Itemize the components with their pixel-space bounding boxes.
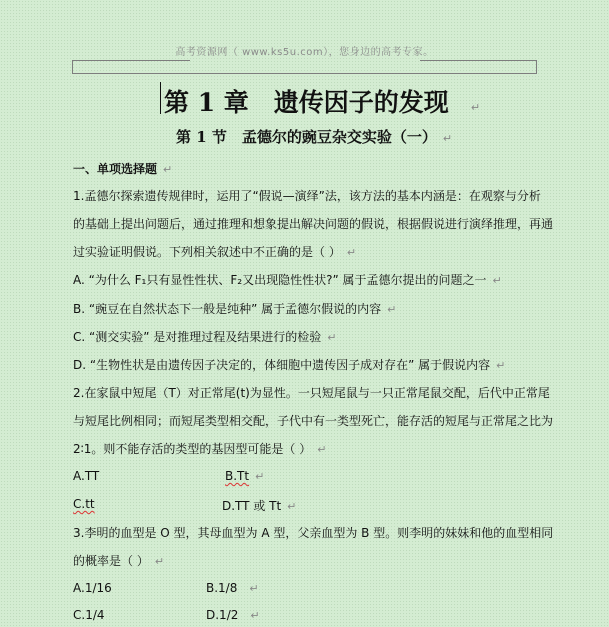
option-line	[73, 356, 505, 373]
paragraph-mark-icon: ↵	[387, 303, 397, 316]
body-line-text: 2.在家鼠中短尾（T）对正常尾(t)为显性。一只短尾鼠与一只正常尾鼠交配，后代中正常尾	[73, 386, 550, 400]
paragraph-mark-icon: ↵	[317, 443, 327, 456]
body-line	[73, 552, 164, 569]
option-line	[206, 608, 260, 622]
paragraph-mark-icon: ↵	[496, 359, 506, 372]
paragraph-mark-icon: ↵	[255, 470, 265, 483]
section-title-text: 第 1 节 孟德尔的豌豆杂交实验（一）	[176, 128, 437, 146]
header-line-left	[72, 60, 190, 61]
header-line-right	[420, 60, 537, 61]
option-line	[73, 497, 95, 511]
body-line	[73, 215, 553, 232]
paragraph-mark-icon: ↵	[154, 555, 165, 568]
paragraph-mark-icon: ↵	[249, 582, 259, 595]
option-line	[206, 581, 259, 595]
body-line	[73, 524, 553, 541]
option-c: C.1/4	[73, 608, 105, 622]
chapter-title	[164, 83, 480, 119]
body-line	[73, 412, 553, 429]
body-line	[73, 187, 541, 204]
option-b: B.Tt	[225, 469, 250, 483]
body-line-text: 过实验证明假说。下列相关叙述中不正确的是（ ）	[73, 245, 341, 259]
option-line	[222, 497, 296, 514]
body-line	[73, 243, 356, 260]
paragraph-mark-icon: ↵	[287, 500, 297, 513]
part-heading-text: 一、单项选择题	[73, 162, 158, 176]
paragraph-mark-icon: ↵	[163, 163, 173, 176]
body-line-text: 与短尾比例相同；而短尾类型相交配，子代中有一类型死亡，能存活的短尾与正常尾之比为	[73, 414, 554, 428]
paragraph-mark-icon: ↵	[327, 331, 337, 344]
option-line	[73, 328, 336, 345]
body-line-text: 1.孟德尔探索遗传规律时，运用了“假说—演绎”法，该方法的基本内涵是：在观察与分析	[73, 189, 541, 203]
body-line-text: 的概率是（ ）	[73, 554, 149, 568]
part-heading	[73, 160, 172, 177]
option-d: D.1/2	[206, 608, 239, 622]
chapter-title-text: 第 1 章 遗传因子的发现	[164, 88, 449, 117]
option-line	[73, 271, 502, 288]
option-line	[73, 300, 396, 317]
option-b: B.1/8	[206, 581, 238, 595]
body-line	[73, 384, 550, 401]
text-cursor	[160, 82, 161, 114]
option-text: C. “测交实验” 是对推理过程及结果进行的检验	[73, 330, 322, 344]
body-line	[73, 440, 326, 457]
option-line	[73, 581, 112, 595]
option-d: D.TT 或 Tt	[222, 499, 282, 513]
header-source-text: 高考资源网（ www.ks5u.com），您身边的高考专家。	[175, 47, 434, 58]
option-a: A.1/16	[73, 581, 112, 595]
paragraph-mark-icon: ↵	[346, 246, 357, 259]
option-text: A. “为什么 F₁只有显性性状、F₂又出现隐性性状?” 属于孟德尔提出的问题之一	[73, 273, 487, 287]
section-title	[176, 126, 452, 147]
header-line-bottom	[72, 73, 537, 74]
option-c: C.tt	[73, 497, 95, 511]
paragraph-mark-icon: ↵	[442, 132, 453, 145]
margin-marker-left	[72, 60, 73, 74]
paragraph-mark-icon: ↵	[492, 274, 502, 287]
body-line-text: 2∶1。则不能存活的类型的基因型可能是（ ）	[73, 442, 312, 456]
option-a: A.TT	[73, 469, 100, 483]
body-line-text: 的基础上提出问题后，通过推理和想象提出解决问题的假说，根据假说进行演绎推理，再通	[73, 217, 554, 231]
body-line-text: 3.李明的血型是 O 型，其母血型为 A 型，父亲血型为 B 型。则李明的妹妹和他的血型相同	[73, 526, 554, 540]
paragraph-mark-icon: ↵	[470, 101, 481, 114]
margin-marker-right	[536, 60, 537, 74]
option-line	[73, 469, 99, 483]
option-text: D. “生物性状是由遗传因子决定的，体细胞中遗传因子成对存在” 属于假说内容	[73, 358, 491, 372]
paragraph-mark-icon: ↵	[250, 609, 260, 622]
option-text: B. “豌豆在自然状态下一般是纯种” 属于孟德尔假说的内容	[73, 302, 382, 316]
option-line	[73, 608, 105, 622]
option-line	[225, 469, 264, 483]
